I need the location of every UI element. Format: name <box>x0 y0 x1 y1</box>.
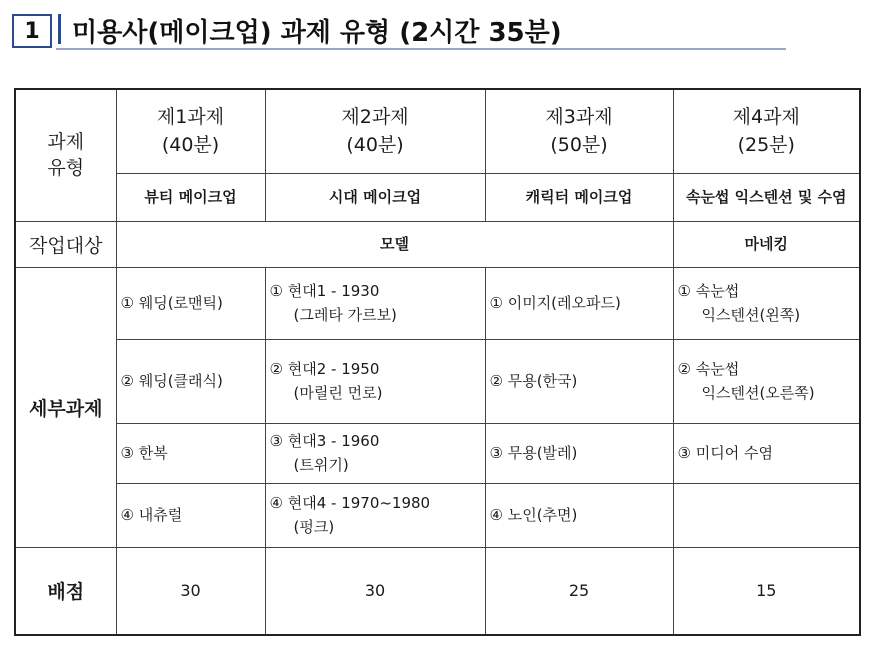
col-name: 제3과제 <box>545 106 613 129</box>
detail-cell <box>673 423 860 483</box>
score-value: 30 <box>265 547 485 635</box>
detail-line: (그레타 가르보) <box>293 306 397 324</box>
detail-line: (펑크) <box>293 518 335 536</box>
detail-line: 익스텐션(오른쪽) <box>701 384 815 402</box>
detail-line: ① 이미지(레오파드) <box>489 294 621 312</box>
detail-row <box>15 423 860 483</box>
detail-line: ② 웨딩(클래식) <box>120 372 223 390</box>
target-mannequin: 마네킹 <box>673 221 860 267</box>
target-model: 모델 <box>116 221 673 267</box>
col-time: (50분) <box>550 134 608 157</box>
detail-line: ③ 미디어 수염 <box>677 444 773 462</box>
col-subject-3 <box>485 173 673 221</box>
detail-line: ④ 현대4 - 1970~1980 <box>269 494 431 512</box>
detail-cell <box>673 339 860 423</box>
detail-cell <box>485 339 673 423</box>
col-time: (40분) <box>346 134 404 157</box>
detail-label: 세부과제 <box>15 267 116 547</box>
col-subject: 시대 메이크업 <box>328 188 422 206</box>
col-time: (40분) <box>161 134 220 157</box>
detail-cell <box>485 267 673 339</box>
task-type-table <box>14 88 861 636</box>
corner-label-line1: 과제 <box>47 131 85 154</box>
detail-row <box>15 339 860 423</box>
detail-cell <box>116 423 265 483</box>
detail-cell <box>116 339 265 423</box>
col-subject-2 <box>265 173 485 221</box>
detail-line: ④ 내츄럴 <box>120 506 183 524</box>
col-subject: 속눈썹 익스텐션 및 수염 <box>685 188 847 206</box>
col-name: 제1과제 <box>156 106 225 129</box>
detail-line: 익스텐션(왼쪽) <box>701 306 801 324</box>
corner-cell <box>15 89 116 221</box>
target-label: 작업대상 <box>15 221 116 267</box>
detail-line: ③ 한복 <box>120 444 168 462</box>
score-row <box>15 547 860 635</box>
score-value: 30 <box>116 547 265 635</box>
col-header-1 <box>116 89 265 173</box>
col-name: 제4과제 <box>732 106 800 129</box>
detail-cell <box>673 267 860 339</box>
detail-cell <box>116 483 265 547</box>
header-divider <box>58 14 61 44</box>
score-label: 배점 <box>15 547 116 635</box>
detail-cell <box>485 483 673 547</box>
detail-line: ③ 현대3 - 1960 <box>269 432 380 450</box>
detail-line: (마릴린 먼로) <box>293 384 383 402</box>
col-header-4 <box>673 89 860 173</box>
target-row <box>15 221 860 267</box>
col-name: 제2과제 <box>341 106 409 129</box>
page-title: 미용사(메이크업) 과제 유형 (2시간 35분) <box>72 18 562 48</box>
col-time: (25분) <box>737 134 795 157</box>
detail-cell <box>265 339 485 423</box>
section-number: 1 <box>12 14 52 48</box>
section-header <box>12 14 774 52</box>
detail-cell <box>116 267 265 339</box>
col-subject-4 <box>673 173 860 221</box>
detail-line: ④ 노인(추면) <box>489 506 578 524</box>
detail-line: ② 현대2 - 1950 <box>269 360 380 378</box>
detail-cell <box>265 423 485 483</box>
detail-cell <box>673 483 860 547</box>
detail-line: ① 현대1 - 1930 <box>269 282 380 300</box>
header-row-names <box>15 89 860 173</box>
detail-line: ① 속눈썹 <box>677 282 740 300</box>
detail-row <box>15 483 860 547</box>
col-header-3 <box>485 89 673 173</box>
detail-cell <box>265 267 485 339</box>
title-underline <box>56 48 786 50</box>
detail-line: ② 속눈썹 <box>677 360 740 378</box>
score-value: 15 <box>673 547 860 635</box>
col-header-2 <box>265 89 485 173</box>
col-subject: 캐릭터 메이크업 <box>525 188 633 206</box>
header-row-subjects <box>15 173 860 221</box>
detail-cell <box>265 483 485 547</box>
detail-line: (트위기) <box>293 456 349 474</box>
col-subject: 뷰티 메이크업 <box>144 188 237 206</box>
col-subject-1 <box>116 173 265 221</box>
corner-label-line2: 유형 <box>47 157 85 180</box>
detail-line: ① 웨딩(로맨틱) <box>120 294 223 312</box>
detail-line: ③ 무용(발레) <box>489 444 578 462</box>
detail-line: ② 무용(한국) <box>489 372 578 390</box>
detail-row <box>15 267 860 339</box>
detail-cell <box>485 423 673 483</box>
score-value: 25 <box>485 547 673 635</box>
